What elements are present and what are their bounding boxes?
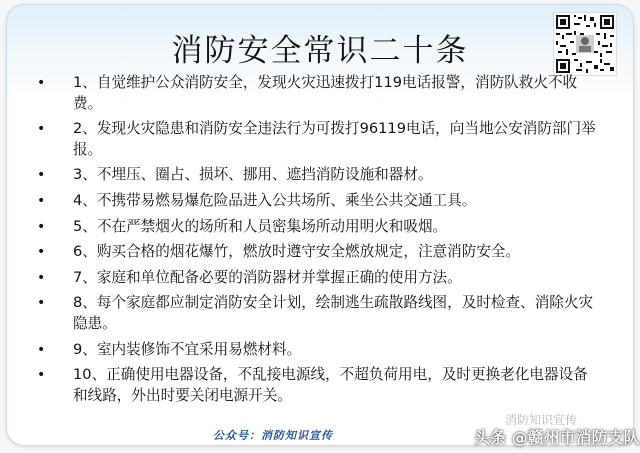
bullet-icon: • <box>37 121 46 138</box>
list-item-text: 1、自觉维护公众消防安全，发现火灾迅速拨打119电话报警，消防队救火不收费。 <box>73 74 578 112</box>
qr-code-graphic <box>554 13 616 75</box>
list-item-text: 9、室内装修饰不宜采用易燃材料。 <box>73 340 302 358</box>
list-item-text: 7、家庭和单位配备必要的消防器材并掌握正确的使用方法。 <box>73 268 462 286</box>
bullet-icon: • <box>37 244 46 261</box>
list-item-text: 2、发现火灾隐患和消防安全违法行为可拨打96119电话，向当地公安消防部门举报。 <box>73 120 596 158</box>
list-item-text: 5、不在严禁烟火的场所和人员密集场所动用明火和吸烟。 <box>73 217 448 235</box>
bullet-icon: • <box>37 218 46 235</box>
list-item <box>37 340 597 361</box>
list-item <box>37 268 597 289</box>
list-item <box>37 191 597 212</box>
list-item <box>37 165 597 186</box>
slide <box>6 4 634 446</box>
bullet-icon: • <box>37 367 46 384</box>
page-title: 消防安全常识二十条 <box>171 33 469 69</box>
list-item <box>37 365 597 406</box>
list-item <box>37 242 597 263</box>
bullet-icon: • <box>37 341 46 358</box>
list-item <box>37 119 597 160</box>
list-item <box>37 293 597 334</box>
bullet-icon: • <box>37 75 46 91</box>
bullet-icon: • <box>37 167 46 184</box>
list-item-text: 3、不埋压、圈占、损坏、挪用、遮挡消防设施和器材。 <box>73 166 433 184</box>
watermark-faint: 消防知识宣传 <box>505 413 578 427</box>
list-item-text: 6、购买合格的烟花爆竹，燃放时遵守安全燃放规定，注意消防安全。 <box>73 243 521 261</box>
bullet-icon: • <box>37 269 46 286</box>
list-item-text: 10、正确使用电器设备，不乱接电源线，不超负荷用电，及时更换老化电器设备和线路，外出时要关闭电源开关。 <box>73 366 588 404</box>
bullet-icon: • <box>37 295 46 312</box>
list-item-text: 4、不携带易燃易爆危险品进入公共场所、乘坐公共交通工具。 <box>73 191 477 209</box>
list-item-text: 8、每个家庭都应制定消防安全计划，绘制逃生疏散路线图，及时检查、消除火灾隐患。 <box>73 294 594 332</box>
qr-code-icon <box>553 12 617 76</box>
public-account-label: 公众号：消防知识宣传 <box>213 429 333 442</box>
list-item <box>37 217 597 238</box>
tips-list <box>37 73 597 411</box>
list-item <box>37 73 597 114</box>
watermark: 头条 @赣州市消防支队 <box>474 428 640 447</box>
bullet-icon: • <box>37 192 46 209</box>
